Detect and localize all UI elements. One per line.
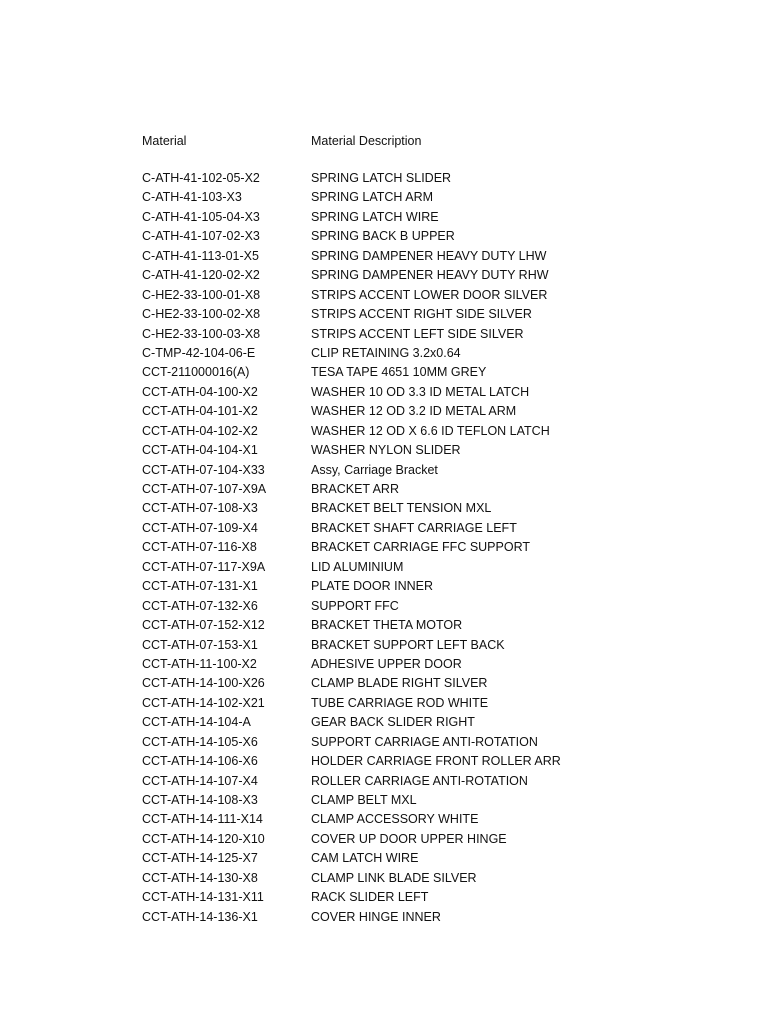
material-description: TUBE CARRIAGE ROD WHITE bbox=[311, 695, 489, 710]
material-description: BRACKET BELT TENSION MXL bbox=[311, 501, 492, 516]
material-code: CCT-ATH-11-100-X2 bbox=[142, 656, 257, 671]
material-code: CCT-ATH-07-108-X3 bbox=[142, 501, 258, 516]
material-code: C-HE2-33-100-01-X8 bbox=[142, 287, 261, 302]
material-code: CCT-ATH-14-108-X3 bbox=[142, 793, 258, 807]
material-code: CCT-ATH-07-104-X33 bbox=[142, 462, 265, 477]
table-row bbox=[142, 810, 702, 829]
material-description: RACK SLIDER LEFT bbox=[311, 890, 429, 905]
table-row bbox=[142, 499, 702, 518]
material-description: BRACKET THETA MOTOR bbox=[311, 618, 463, 633]
table-row bbox=[142, 908, 702, 927]
table-row bbox=[142, 383, 702, 402]
table-row bbox=[142, 597, 702, 616]
material-description: BRACKET CARRIAGE FFC SUPPORT bbox=[311, 540, 531, 555]
material-description: SPRING DAMPENER HEAVY DUTY RHW bbox=[311, 268, 549, 283]
material-description: HOLDER CARRIAGE FRONT ROLLER ARR bbox=[311, 754, 561, 769]
table-row bbox=[142, 830, 702, 849]
table-row bbox=[142, 694, 702, 713]
material-code: CCT-ATH-04-104-X1 bbox=[142, 443, 258, 458]
material-description: CLAMP ACCESSORY WHITE bbox=[311, 812, 479, 827]
material-description: WASHER 12 OD 3.2 ID METAL ARM bbox=[311, 404, 517, 419]
material-description: CAM LATCH WIRE bbox=[311, 851, 419, 866]
material-description: WASHER 12 OD X 6.6 ID TEFLON LATCH bbox=[311, 423, 550, 438]
table-row bbox=[142, 227, 702, 246]
material-description: LID ALUMINIUM bbox=[311, 559, 404, 574]
table-row bbox=[142, 305, 702, 324]
table-row bbox=[142, 616, 702, 635]
table-row bbox=[142, 208, 702, 227]
material-description: CLAMP BELT MXL bbox=[311, 793, 417, 807]
table-body bbox=[142, 169, 702, 927]
material-description: STRIPS ACCENT LOWER DOOR SILVER bbox=[311, 287, 548, 302]
material-description: GEAR BACK SLIDER RIGHT bbox=[311, 715, 475, 730]
material-description: WASHER NYLON SLIDER bbox=[311, 443, 461, 458]
material-code: CCT-ATH-04-100-X2 bbox=[142, 384, 258, 399]
table-row bbox=[142, 266, 702, 285]
table-row bbox=[142, 733, 702, 752]
material-code: CCT-ATH-07-109-X4 bbox=[142, 520, 258, 535]
table-row bbox=[142, 888, 702, 907]
material-code: C-ATH-41-105-04-X3 bbox=[142, 209, 260, 224]
material-description: COVER UP DOOR UPPER HINGE bbox=[311, 831, 507, 846]
material-description: COVER HINGE INNER bbox=[311, 909, 441, 924]
material-description: BRACKET SHAFT CARRIAGE LEFT bbox=[311, 520, 517, 535]
material-code: CCT-ATH-14-100-X26 bbox=[142, 676, 265, 691]
table-row bbox=[142, 538, 702, 557]
material-code: CCT-ATH-07-132-X6 bbox=[142, 598, 258, 613]
table-row bbox=[142, 577, 702, 596]
table-row bbox=[142, 422, 702, 441]
table-row bbox=[142, 636, 702, 655]
table-row bbox=[142, 849, 702, 868]
material-description: CLIP RETAINING 3.2x0.64 bbox=[311, 345, 461, 360]
material-code: C-ATH-41-103-X3 bbox=[142, 190, 242, 205]
material-code: CCT-ATH-07-152-X12 bbox=[142, 618, 265, 633]
material-code: C-ATH-41-113-01-X5 bbox=[142, 248, 259, 263]
table-row bbox=[142, 344, 702, 363]
material-code: CCT-ATH-14-104-A bbox=[142, 715, 251, 730]
material-description: SPRING LATCH SLIDER bbox=[311, 171, 452, 185]
material-description: SUPPORT FFC bbox=[311, 598, 399, 613]
material-code: CCT-ATH-04-101-X2 bbox=[142, 404, 258, 419]
table-header bbox=[142, 131, 702, 151]
table-row bbox=[142, 752, 702, 771]
material-description: SPRING BACK B UPPER bbox=[311, 229, 455, 244]
table-row bbox=[142, 461, 702, 480]
table-row bbox=[142, 674, 702, 693]
material-code: C-ATH-41-107-02-X3 bbox=[142, 229, 260, 244]
table-row bbox=[142, 791, 702, 810]
material-description: SPRING DAMPENER HEAVY DUTY LHW bbox=[311, 248, 547, 263]
table-row bbox=[142, 169, 702, 188]
material-description: Assy, Carriage Bracket bbox=[311, 462, 438, 477]
material-description: CLAMP BLADE RIGHT SILVER bbox=[311, 676, 488, 691]
material-code: CCT-ATH-04-102-X2 bbox=[142, 423, 258, 438]
material-code: CCT-ATH-14-125-X7 bbox=[142, 851, 258, 866]
material-code: CCT-ATH-14-130-X8 bbox=[142, 870, 258, 885]
table-row bbox=[142, 772, 702, 791]
table-row bbox=[142, 869, 702, 888]
material-code: CCT-ATH-07-107-X9A bbox=[142, 482, 267, 496]
material-code: CCT-ATH-14-120-X10 bbox=[142, 831, 265, 846]
material-code: CCT-ATH-14-102-X21 bbox=[142, 695, 265, 710]
table-row bbox=[142, 286, 702, 305]
table-row bbox=[142, 188, 702, 207]
material-description: CLAMP LINK BLADE SILVER bbox=[311, 870, 477, 885]
material-description: BRACKET SUPPORT LEFT BACK bbox=[311, 637, 505, 652]
material-description: WASHER 10 OD 3.3 ID METAL LATCH bbox=[311, 384, 530, 399]
material-code: CCT-211000016(A) bbox=[142, 365, 250, 380]
material-code: C-ATH-41-102-05-X2 bbox=[142, 171, 260, 185]
material-code: C-TMP-42-104-06-E bbox=[142, 345, 256, 360]
material-code: CCT-ATH-14-131-X11 bbox=[142, 890, 264, 905]
material-code: C-HE2-33-100-03-X8 bbox=[142, 326, 261, 341]
table-row bbox=[142, 325, 702, 344]
material-code: CCT-ATH-14-107-X4 bbox=[142, 773, 258, 788]
table-row bbox=[142, 519, 702, 538]
material-description: ADHESIVE UPPER DOOR bbox=[311, 656, 462, 671]
table-row bbox=[142, 713, 702, 732]
material-code: CCT-ATH-07-153-X1 bbox=[142, 637, 258, 652]
table-row bbox=[142, 402, 702, 421]
material-code: C-ATH-41-120-02-X2 bbox=[142, 268, 260, 283]
material-description: STRIPS ACCENT RIGHT SIDE SILVER bbox=[311, 307, 532, 322]
table-row bbox=[142, 247, 702, 266]
header-material-description: Material Description bbox=[311, 134, 422, 148]
table-row bbox=[142, 363, 702, 382]
material-code: CCT-ATH-07-116-X8 bbox=[142, 540, 257, 555]
material-description: SPRING LATCH ARM bbox=[311, 190, 434, 205]
material-code: CCT-ATH-14-111-X14 bbox=[142, 812, 263, 827]
material-description: ROLLER CARRIAGE ANTI-ROTATION bbox=[311, 773, 528, 788]
material-code: C-HE2-33-100-02-X8 bbox=[142, 307, 261, 322]
material-description: STRIPS ACCENT LEFT SIDE SILVER bbox=[311, 326, 524, 341]
material-code: CCT-ATH-14-106-X6 bbox=[142, 754, 258, 769]
table-row bbox=[142, 655, 702, 674]
material-code: CCT-ATH-07-131-X1 bbox=[142, 579, 258, 594]
material-description: SUPPORT CARRIAGE ANTI-ROTATION bbox=[311, 734, 538, 749]
material-description: BRACKET ARR bbox=[311, 482, 399, 496]
material-code: CCT-ATH-14-136-X1 bbox=[142, 909, 258, 924]
material-description: TESA TAPE 4651 10MM GREY bbox=[311, 365, 487, 380]
table-row bbox=[142, 480, 702, 499]
material-description: SPRING LATCH WIRE bbox=[311, 209, 439, 224]
material-description: PLATE DOOR INNER bbox=[311, 579, 434, 594]
material-code: CCT-ATH-14-105-X6 bbox=[142, 734, 258, 749]
material-code: CCT-ATH-07-117-X9A bbox=[142, 559, 266, 574]
header-material: Material bbox=[142, 134, 187, 148]
table-row bbox=[142, 558, 702, 577]
table-row bbox=[142, 441, 702, 460]
